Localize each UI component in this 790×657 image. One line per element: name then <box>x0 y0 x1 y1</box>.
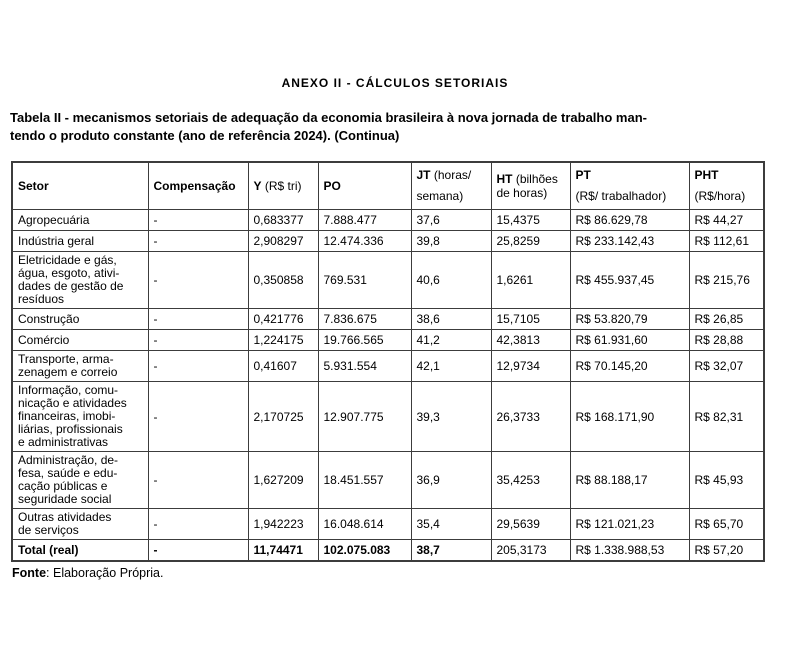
value-cell: 1,6261 <box>491 252 570 309</box>
table-row <box>12 231 764 252</box>
col-header-compensacao: Compensação <box>148 162 248 210</box>
value-cell: 29,5639 <box>491 509 570 540</box>
source-note <box>12 566 790 580</box>
value-cell: R$ 112,61 <box>689 231 764 252</box>
sector-cell: Transporte, arma- zenagem e correio <box>12 351 148 382</box>
value-cell: 12,9734 <box>491 351 570 382</box>
value-cell: R$ 215,76 <box>689 252 764 309</box>
value-cell: R$ 121.021,23 <box>570 509 689 540</box>
value-cell: - <box>148 252 248 309</box>
value-cell: 7.836.675 <box>318 309 411 330</box>
value-cell: R$ 28,88 <box>689 330 764 351</box>
value-cell: 36,9 <box>411 452 491 509</box>
value-cell: 40,6 <box>411 252 491 309</box>
sector-cell: Eletricidade e gás, água, esgoto, ativi- dades de gestão de resíduos <box>12 252 148 309</box>
header-row <box>12 162 764 210</box>
table-row <box>12 540 764 562</box>
page-title: ANEXO II - CÁLCULOS SETORIAIS <box>281 76 509 90</box>
value-cell: 26,3733 <box>491 382 570 452</box>
value-cell: - <box>148 382 248 452</box>
value-cell: R$ 82,31 <box>689 382 764 452</box>
value-cell: 16.048.614 <box>318 509 411 540</box>
value-cell: R$ 65,70 <box>689 509 764 540</box>
value-cell: - <box>148 351 248 382</box>
value-cell: R$ 86.629,78 <box>570 210 689 231</box>
value-cell: 35,4253 <box>491 452 570 509</box>
value-cell: R$ 455.937,45 <box>570 252 689 309</box>
value-cell: 15,4375 <box>491 210 570 231</box>
table-row <box>12 210 764 231</box>
sector-cell: Construção <box>12 309 148 330</box>
value-cell: - <box>148 330 248 351</box>
value-cell: R$ 88.188,17 <box>570 452 689 509</box>
value-cell: - <box>148 509 248 540</box>
col-header-jt: JT (horas/ semana) <box>411 162 491 210</box>
value-cell: R$ 57,20 <box>689 540 764 562</box>
table-row <box>12 351 764 382</box>
value-cell: R$ 168.171,90 <box>570 382 689 452</box>
value-cell: - <box>148 210 248 231</box>
value-cell: 5.931.554 <box>318 351 411 382</box>
value-cell: 37,6 <box>411 210 491 231</box>
value-cell: 39,8 <box>411 231 491 252</box>
value-cell: 0,41607 <box>248 351 318 382</box>
source-label: Fonte <box>12 566 47 580</box>
col-header-po: PO <box>318 162 411 210</box>
table-row <box>12 509 764 540</box>
table-caption: Tabela II - mecanismos setoriais de adequação da economia brasileira à nova jornada de trabalho man- tendo o produto constante (ano de referência 2024). (Continua) <box>10 110 647 143</box>
value-cell: 19.766.565 <box>318 330 411 351</box>
value-cell: 7.888.477 <box>318 210 411 231</box>
sector-cell: Comércio <box>12 330 148 351</box>
value-cell: R$ 44,27 <box>689 210 764 231</box>
table-row <box>12 382 764 452</box>
value-cell: R$ 1.338.988,53 <box>570 540 689 562</box>
sector-cell: Outras atividades de serviços <box>12 509 148 540</box>
sector-cell: Agropecuária <box>12 210 148 231</box>
col-header-pht: PHT (R$/hora) <box>689 162 764 210</box>
table-row <box>12 330 764 351</box>
sector-cell: Administração, de- fesa, saúde e edu- cação públicas e seguridade social <box>12 452 148 509</box>
value-cell: 0,350858 <box>248 252 318 309</box>
value-cell: 0,421776 <box>248 309 318 330</box>
value-cell: 15,7105 <box>491 309 570 330</box>
value-cell: 25,8259 <box>491 231 570 252</box>
value-cell: 102.075.083 <box>318 540 411 562</box>
table-row <box>12 309 764 330</box>
value-cell: - <box>148 309 248 330</box>
value-cell: 2,170725 <box>248 382 318 452</box>
value-cell: 1,224175 <box>248 330 318 351</box>
table-header <box>12 162 764 210</box>
value-cell: R$ 26,85 <box>689 309 764 330</box>
value-cell: 11,74471 <box>248 540 318 562</box>
value-cell: 35,4 <box>411 509 491 540</box>
value-cell: R$ 45,93 <box>689 452 764 509</box>
value-cell: 38,6 <box>411 309 491 330</box>
value-cell: - <box>148 452 248 509</box>
value-cell: 38,7 <box>411 540 491 562</box>
value-cell: R$ 53.820,79 <box>570 309 689 330</box>
value-cell: 2,908297 <box>248 231 318 252</box>
sector-cell: Total (real) <box>12 540 148 562</box>
table-row <box>12 452 764 509</box>
value-cell: 769.531 <box>318 252 411 309</box>
col-header-pt: PT (R$/ trabalhador) <box>570 162 689 210</box>
value-cell: 12.474.336 <box>318 231 411 252</box>
value-cell: 18.451.557 <box>318 452 411 509</box>
col-header-y: Y (R$ tri) <box>248 162 318 210</box>
value-cell: 42,3813 <box>491 330 570 351</box>
value-cell: 1,942223 <box>248 509 318 540</box>
col-header-ht: HT (bilhões de horas) <box>491 162 570 210</box>
sector-cell: Indústria geral <box>12 231 148 252</box>
sector-table <box>11 161 765 562</box>
value-cell: 205,3173 <box>491 540 570 562</box>
value-cell: 1,627209 <box>248 452 318 509</box>
source-text: : Elaboração Própria. <box>46 566 164 580</box>
value-cell: 41,2 <box>411 330 491 351</box>
value-cell: 42,1 <box>411 351 491 382</box>
value-cell: R$ 233.142,43 <box>570 231 689 252</box>
value-cell: R$ 70.145,20 <box>570 351 689 382</box>
value-cell: 12.907.775 <box>318 382 411 452</box>
value-cell: - <box>148 231 248 252</box>
value-cell: 39,3 <box>411 382 491 452</box>
value-cell: 0,683377 <box>248 210 318 231</box>
value-cell: R$ 61.931,60 <box>570 330 689 351</box>
col-header-setor: Setor <box>12 162 148 210</box>
sector-cell: Informação, comu- nicação e atividades financeiras, imobi- liárias, profissionais e administrativas <box>12 382 148 452</box>
table-row <box>12 252 764 309</box>
value-cell: - <box>148 540 248 562</box>
value-cell: R$ 32,07 <box>689 351 764 382</box>
